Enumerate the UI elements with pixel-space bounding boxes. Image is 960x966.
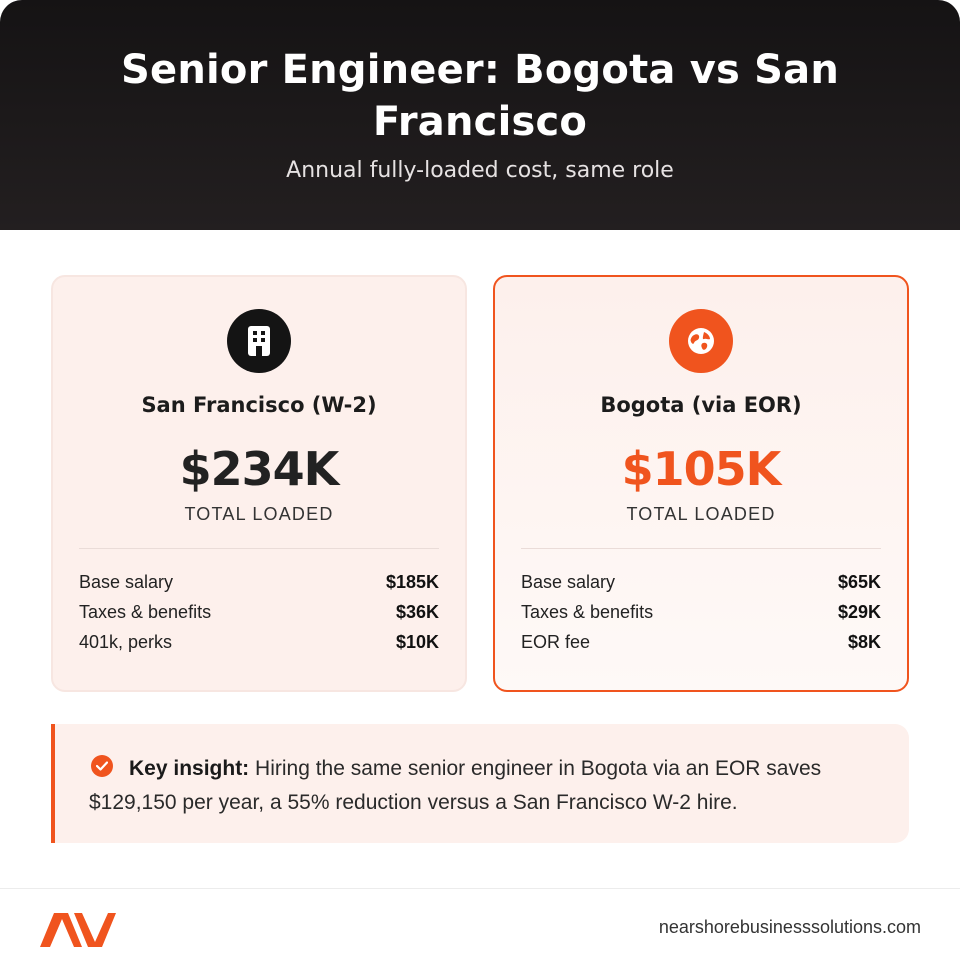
cost-label: EOR fee	[521, 631, 591, 652]
card-total-label: TOTAL LOADED	[184, 504, 334, 524]
card-total: $105K	[621, 442, 781, 496]
card-total: $234K	[179, 442, 339, 496]
cost-value: $10K	[395, 631, 439, 652]
building-icon	[227, 309, 291, 373]
cost-value: $185K	[385, 571, 439, 592]
insight-text	[89, 752, 879, 820]
page-subtitle: Annual fully-loaded cost, same role	[286, 158, 674, 183]
page-title: Senior Engineer: Bogota vs San Francisco	[121, 47, 839, 145]
cost-row	[79, 567, 439, 597]
card-city: Bogota (via EOR)	[600, 393, 802, 417]
cost-row	[521, 567, 881, 597]
bogota-card	[493, 275, 909, 692]
cost-value: $65K	[837, 571, 881, 592]
header-banner	[0, 0, 960, 230]
cost-row	[79, 627, 439, 657]
card-city: San Francisco (W-2)	[141, 393, 377, 417]
cost-row	[521, 627, 881, 657]
cost-label: Taxes & benefits	[79, 601, 212, 622]
insight-label: Key insight:	[129, 757, 250, 780]
card-total-label: TOTAL LOADED	[626, 504, 776, 524]
cost-value: $8K	[847, 631, 881, 652]
cost-row	[521, 597, 881, 627]
cost-breakdown	[79, 567, 439, 657]
cost-label: Base salary	[521, 571, 616, 592]
card-divider	[521, 548, 881, 549]
cost-value: $29K	[837, 601, 881, 622]
cost-breakdown	[521, 567, 881, 657]
cost-label: Base salary	[79, 571, 174, 592]
insight-body: Hiring the same senior engineer in Bogota via an EOR saves $129,150 per year, a 55% reduction versus a San Francisco W-2 hire.	[89, 757, 822, 814]
san-francisco-card	[51, 275, 467, 692]
key-insight-callout	[51, 724, 909, 843]
footer-url[interactable]: nearshorebusinesssolutions.com	[658, 917, 921, 937]
brand-logo	[38, 909, 118, 949]
cost-label: 401k, perks	[79, 631, 173, 652]
footer	[0, 888, 960, 966]
cost-row	[79, 597, 439, 627]
card-divider	[79, 548, 439, 549]
globe-icon	[669, 309, 733, 373]
cost-value: $36K	[395, 601, 439, 622]
cost-label: Taxes & benefits	[521, 601, 654, 622]
